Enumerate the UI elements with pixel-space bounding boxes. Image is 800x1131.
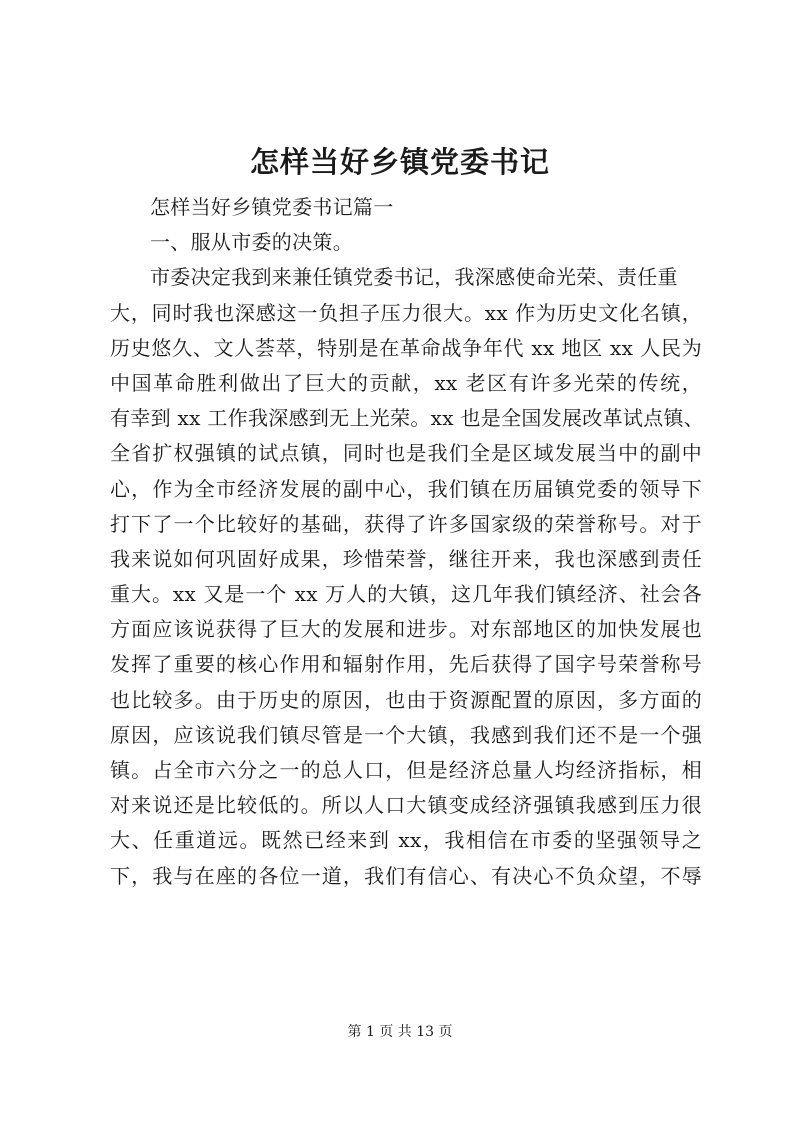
- paragraph-line: 重大。xx 又是一个 xx 万人的大镇，这几年我们镇经济、社会各: [110, 582, 702, 607]
- paragraph-line: 下，我与在座的各位一道，我们有信心、有决心不负众望，不辱: [110, 863, 702, 888]
- paragraph-line: 中国革命胜利做出了巨大的贡献，xx 老区有许多光荣的传统，: [110, 370, 702, 395]
- paragraph-line: 对来说还是比较低的。所以人口大镇变成经济强镇我感到压力很: [110, 793, 702, 818]
- document-title: 怎样当好乡镇党委书记: [249, 145, 550, 179]
- paragraph-line: 我来说如何巩固好成果，珍惜荣誉，继往开来，我也深感到责任: [110, 546, 702, 571]
- paragraph-line: 镇。占全市六分之一的总人口，但是经济总量人均经济指标，相: [110, 758, 702, 782]
- paragraph-line: 原因，应该说我们镇尽管是一个大镇，我感到我们还不是一个强: [110, 722, 702, 747]
- paragraph-line: 方面应该说获得了巨大的发展和进步。对东部地区的加快发展也: [110, 617, 702, 642]
- paragraph-line: 大，同时我也深感这一负担子压力很大。xx 作为历史文化名镇，: [110, 300, 702, 325]
- paragraph-line: 市委决定我到来兼任镇党委书记，我深感使命光荣、责任重: [150, 265, 678, 290]
- section-heading: 怎样当好乡镇党委书记篇一: [150, 195, 394, 219]
- paragraph-line: 大、任重道远。既然已经来到 xx，我相信在市委的坚强领导之: [110, 828, 702, 853]
- paragraph-line: 有幸到 xx 工作我深感到无上光荣。xx 也是全国发展改革试点镇、: [110, 406, 705, 431]
- paragraph-line: 心，作为全市经济发展的副中心，我们镇在历届镇党委的领导下: [110, 476, 702, 501]
- paragraph-line: 全省扩权强镇的试点镇，同时也是我们全是区域发展当中的副中: [110, 441, 702, 466]
- subsection-heading: 一、服从市委的决策。: [150, 230, 353, 255]
- document-body: [110, 190, 705, 894]
- page-number-footer: 第 1 页 共 13 页: [347, 1024, 453, 1040]
- paragraph-line: 发挥了重要的核心作用和辐射作用，先后获得了国字号荣誉称号: [110, 652, 702, 677]
- paragraph-line: 历史悠久、文人荟萃，特别是在革命战争年代 xx 地区 xx 人民为: [110, 335, 702, 360]
- paragraph-line: 打下了一个比较好的基础，获得了许多国家级的荣誉称号。对于: [110, 511, 702, 536]
- paragraph-line: 也比较多。由于历史的原因，也由于资源配置的原因，多方面的: [110, 687, 702, 712]
